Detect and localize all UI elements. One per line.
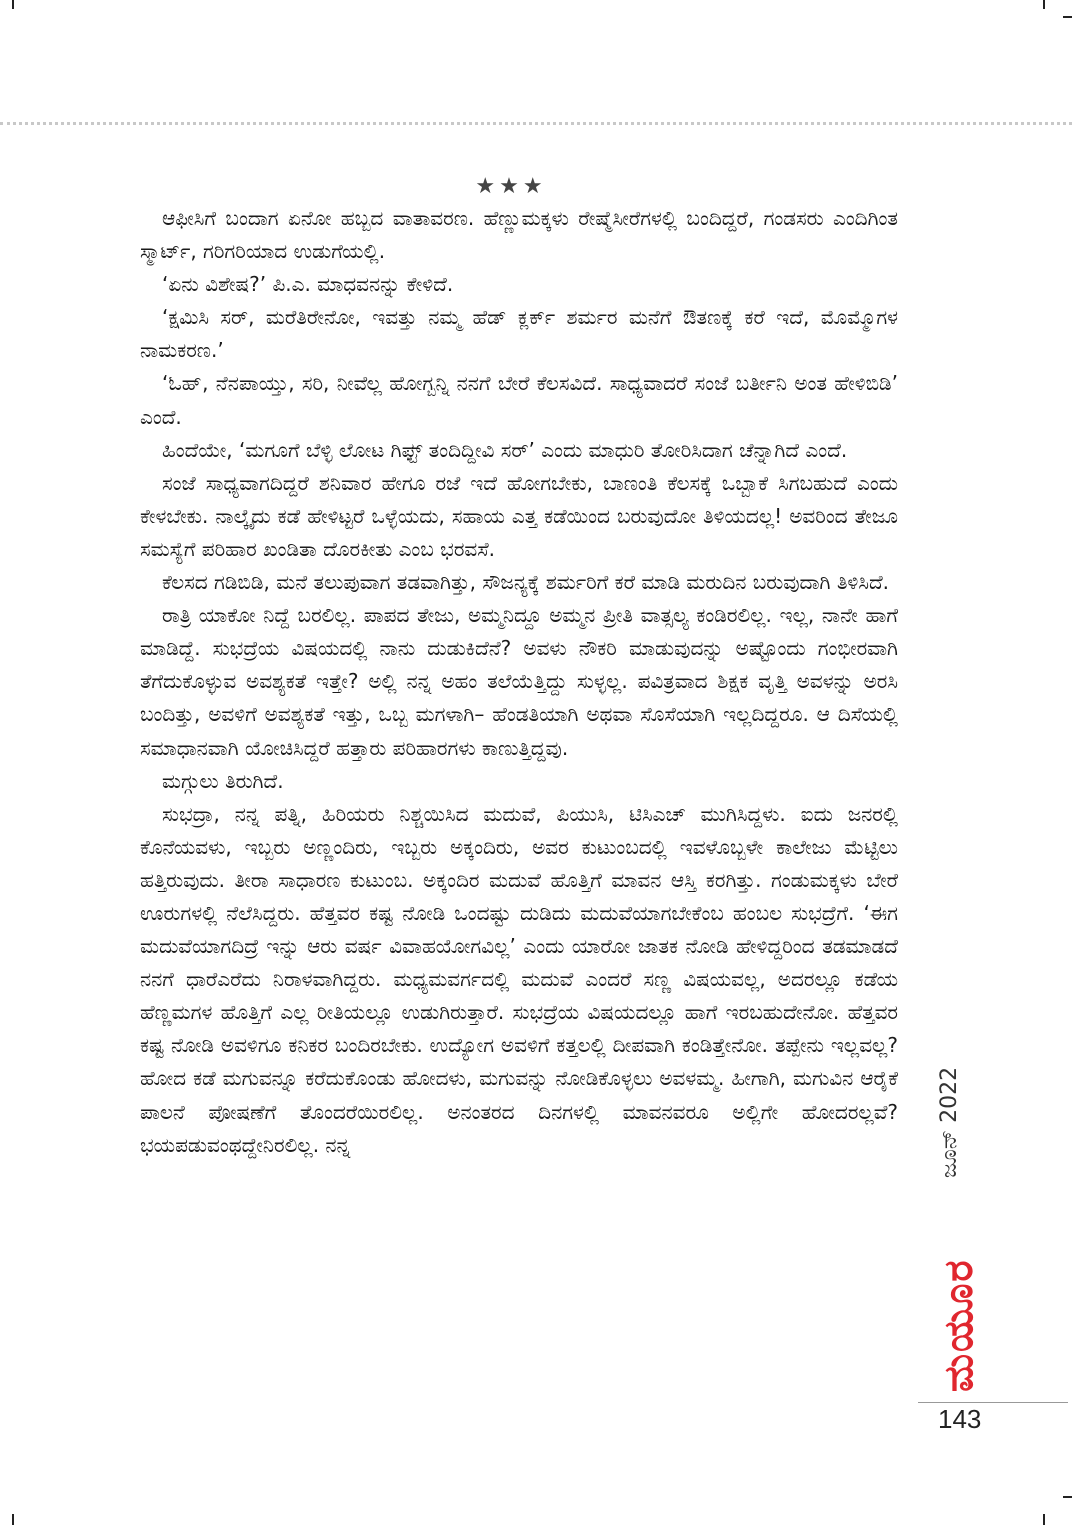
footer-rule [918,1402,1068,1403]
crop-mark-right-upper [1063,16,1072,18]
crop-mark-top-left [12,0,14,9]
crop-mark-bottom-left [12,1514,14,1525]
paragraph: ರಾತ್ರಿ ಯಾಕೋ ನಿದ್ದೆ ಬರಲಿಲ್ಲ. ಪಾಪದ ತೇಜು, ಅಮ್ಮನಿದ್ದೂ ಅಮ್ಮನ ಪ್ರೀತಿ ವಾತ್ಸಲ್ಯ ಕಂಡಿರಲಿಲ್ಲ. ಇಲ್ಲ, ನಾನೇ ಹಾಗೆ ಮಾಡಿದ್ದೆ. ಸುಭದ್ರೆಯ ವಿಷಯದಲ್ಲಿ ನಾನು ದುಡುಕಿದೆನೆ? ಅವಳು ನೌಕರಿ ಮಾಡುವುದನ್ನು ಅಷ್ಟೊಂದು ಗಂಭೀರವಾಗಿ ತೆಗೆದುಕೊಳ್ಳುವ ಅವಶ್ಯಕತೆ ಇತ್ತೇ? ಅಲ್ಲಿ ನನ್ನ ಅಹಂ ತಲೆಯೆತ್ತಿದ್ದು ಸುಳ್ಳಲ್ಲ. ಪವಿತ್ರವಾದ ಶಿಕ್ಷಕ ವೃತ್ತಿ ಅವಳನ್ನು ಅರಸಿ ಬಂದಿತ್ತು, ಅವಳಿಗೆ ಅವಶ್ಯಕತೆ ಇತ್ತು, ಒಬ್ಬ ಮಗಳಾಗಿ– ಹೆಂಡತಿಯಾಗಿ ಅಥವಾ ಸೊಸೆಯಾಗಿ ಇಲ್ಲದಿದ್ದರೂ. ಆ ದಿಸೆಯಲ್ಲಿ ಸಮಾಧಾನವಾಗಿ ಯೋಚಿಸಿದ್ದರೆ ಹತ್ತಾರು ಪರಿಹಾರಗಳು ಕಾಣುತ್ತಿದ್ದವು. [140,603,898,760]
page-number: 143 [938,1404,982,1434]
issue-date: ಜೂನ್ 2022 [937,1066,962,1178]
crop-mark-right-lower [1063,1496,1072,1498]
paragraph: ಹಿಂದೆಯೇ, ‘ಮಗೂಗೆ ಬೆಳ್ಳಿ ಲೋಟ ಗಿಫ್ಟ್ ತಂದಿದ್ದೀವಿ ಸರ್’ ಎಂದು ಮಾಧುರಿ ತೋರಿಸಿದಾಗ ಚೆನ್ನಾಗಿದೆ ಎಂದೆ. [162,437,848,462]
article-body [140,202,898,1162]
section-divider-stars: ★★★ [475,174,547,199]
magazine-logo: ಮಯೂರ [936,1258,982,1392]
crop-mark-top-right [1043,0,1045,9]
header-dotted-rule [0,122,1072,125]
paragraph: ‘ಕ್ಷಮಿಸಿ ಸರ್, ಮರೆತಿರೇನೋ, ಇವತ್ತು ನಮ್ಮ ಹೆಡ್ ಕ್ಲರ್ಕ್ ಶರ್ಮರ ಮನೆಗೆ ಔತಣಕ್ಕೆ ಕರೆ ಇದೆ, ಮೊಮ್ಮೊಗಳ ನಾಮಕರಣ.’ [140,305,898,363]
paragraph: ಆಫೀಸಿಗೆ ಬಂದಾಗ ಏನೋ ಹಬ್ಬದ ವಾತಾವರಣ. ಹೆಣ್ಣುಮಕ್ಕಳು ರೇಷ್ಮೆಸೀರೆಗಳಲ್ಲಿ ಬಂದಿದ್ದರೆ, ಗಂಡಸರು ಎಂದಿಗಿಂತ ಸ್ಮಾರ್ಟ್, ಗರಿಗರಿಯಾದ ಉಡುಗೆಯಲ್ಲಿ. [140,206,898,264]
paragraph: ‘ಓಹ್, ನೆನಪಾಯ್ತು, ಸರಿ, ನೀವೆಲ್ಲ ಹೋಗ್ಬನ್ನಿ ನನಗೆ ಬೇರೆ ಕೆಲಸವಿದೆ. ಸಾಧ್ಯವಾದರೆ ಸಂಜೆ ಬರ್ತೀನಿ ಅಂತ ಹೇಳಿಬಿಡಿ’ ಎಂದೆ. [140,371,898,429]
crop-mark-bottom-right [1043,1514,1045,1525]
paragraph: ಸುಭದ್ರಾ, ನನ್ನ ಪತ್ನಿ, ಹಿರಿಯರು ನಿಶ್ಚಯಿಸಿದ ಮದುವೆ, ಪಿಯುಸಿ, ಟಿಸಿಎಚ್ ಮುಗಿಸಿದ್ದಳು. ಐದು ಜನರಲ್ಲಿ ಕೊನೆಯವಳು, ಇಬ್ಬರು ಅಣ್ಣಂದಿರು, ಇಬ್ಬರು ಅಕ್ಕಂದಿರು, ಅವರ ಕುಟುಂಬದಲ್ಲಿ ಇವಳೊಬ್ಬಳೇ ಕಾಲೇಜು ಮೆಟ್ಟಿಲು ಹತ್ತಿರುವುದು. ತೀರಾ ಸಾಧಾರಣ ಕುಟುಂಬ. ಅಕ್ಕಂದಿರ ಮದುವೆ ಹೊತ್ತಿಗೆ ಮಾವನ ಆಸ್ತಿ ಕರಗಿತ್ತು. ಗಂಡುಮಕ್ಕಳು ಬೇರೆ ಊರುಗಳಲ್ಲಿ ನೆಲೆಸಿದ್ದರು. ಹೆತ್ತವರ ಕಷ್ಟ ನೋಡಿ ಒಂದಷ್ಟು ದುಡಿದು ಮದುವೆಯಾಗಬೇಕೆಂಬ ಹಂಬಲ ಸುಭದ್ರೆಗೆ. ‘ಈಗ ಮದುವೆಯಾಗದಿದ್ರೆ ಇನ್ನು ಆರು ವರ್ಷ ವಿವಾಹಯೋಗವಿಲ್ಲ’ ಎಂದು ಯಾರೋ ಜಾತಕ ನೋಡಿ ಹೇಳಿದ್ದರಿಂದ ತಡಮಾಡದೆ ನನಗೆ ಧಾರೆಎರೆದು ನಿರಾಳವಾಗಿದ್ದರು. ಮಧ್ಯಮವರ್ಗದಲ್ಲಿ ಮದುವೆ ಎಂದರೆ ಸಣ್ಣ ವಿಷಯವಲ್ಲ, ಅದರಲ್ಲೂ ಕಡೆಯ ಹೆಣ್ಣಮಗಳ ಹೊತ್ತಿಗೆ ಎಲ್ಲ ರೀತಿಯಲ್ಲೂ ಉಡುಗಿರುತ್ತಾರೆ. ಸುಭದ್ರೆಯ ವಿಷಯದಲ್ಲೂ ಹಾಗೆ ಇರಬಹುದೇನೋ. ಹೆತ್ತವರ ಕಷ್ಟ ನೋಡಿ ಅವಳಿಗೂ ಕನಿಕರ ಬಂದಿರಬೇಕು. ಉದ್ಯೋಗ ಅವಳಿಗೆ ಕತ್ತಲಲ್ಲಿ ದೀಪವಾಗಿ ಕಂಡಿತ್ತೇನೋ. ತಪ್ಪೇನು ಇಲ್ಲವಲ್ಲ? ಹೋದ ಕಡೆ ಮಗುವನ್ನೂ ಕರೆದುಕೊಂಡು ಹೋದಳು, ಮಗುವನ್ನು ನೋಡಿಕೊಳ್ಳಲು ಅವಳಮ್ಮ. ಹೀಗಾಗಿ, ಮಗುವಿನ ಆರೈಕೆ ಪಾಲನೆ ಪೋಷಣೆಗೆ ತೊಂದರೆಯಿರಲಿಲ್ಲ. ಅನಂತರದ ದಿನಗಳಲ್ಲಿ ಮಾವನವರೂ ಅಲ್ಲಿಗೇ ಹೋದರಲ್ಲವೆ? ಭಯಪಡುವಂಥದ್ದೇನಿರಲಿಲ್ಲ. ನನ್ನ [140,801,898,1157]
paragraph: ಕೆಲಸದ ಗಡಿಬಿಡಿ, ಮನೆ ತಲುಪುವಾಗ ತಡವಾಗಿತ್ತು, ಸೌಜನ್ಯಕ್ಕೆ ಶರ್ಮರಿಗೆ ಕರೆ ಮಾಡಿ ಮರುದಿನ ಬರುವುದಾಗಿ ತಿಳಿಸಿದೆ. [162,570,890,595]
paragraph: ಸಂಜೆ ಸಾಧ್ಯವಾಗದಿದ್ದರೆ ಶನಿವಾರ ಹೇಗೂ ರಜೆ ಇದೆ ಹೋಗಬೇಕು, ಬಾಣಂತಿ ಕೆಲಸಕ್ಕೆ ಒಬ್ಬಾಕೆ ಸಿಗಬಹುದೆ ಎಂದು ಕೇಳಬೇಕು. ನಾಲ್ಕೈದು ಕಡೆ ಹೇಳಿಟ್ಟರೆ ಒಳ್ಳೆಯದು, ಸಹಾಯ ಎತ್ತ ಕಡೆಯಿಂದ ಬರುವುದೋ ತಿಳಿಯದಲ್ಲ! ಅವರಿಂದ ತೇಜೂ ಸಮಸ್ಯೆಗೆ ಪರಿಹಾರ ಖಂಡಿತಾ ದೊರಕೀತು ಎಂಬ ಭರವಸೆ. [140,470,898,561]
paragraph: ‘ಏನು ವಿಶೇಷ?’ ಪಿ.ಎ. ಮಾಧವನನ್ನು ಕೇಳಿದೆ. [162,272,454,297]
paragraph: ಮಗ್ಗುಲು ತಿರುಗಿದೆ. [162,768,284,793]
